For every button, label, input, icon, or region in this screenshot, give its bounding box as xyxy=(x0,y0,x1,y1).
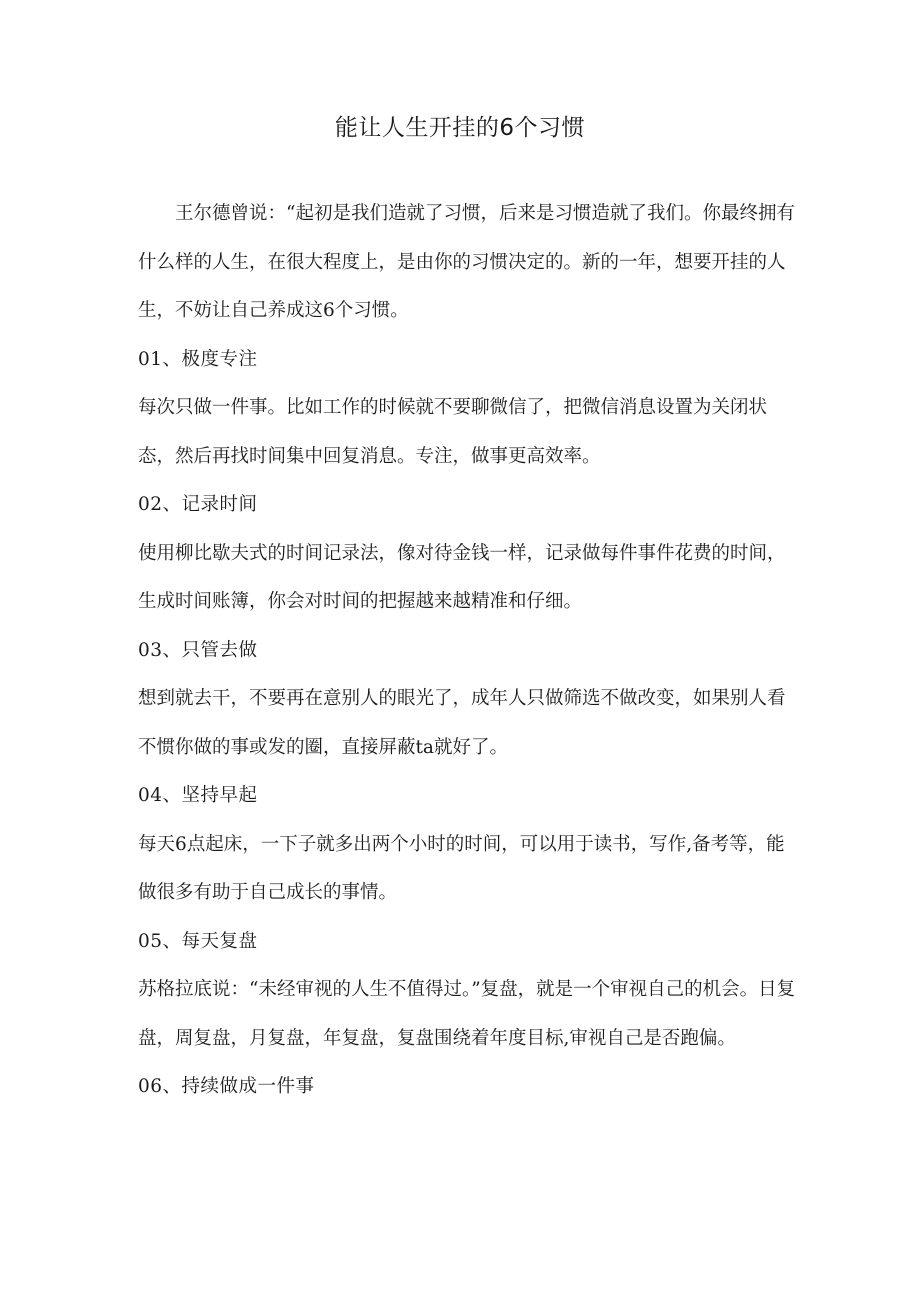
document-body xyxy=(138,190,798,1112)
section-text-04: 每天6点起床，一下子就多出两个小时的时间，可以用于读书，写作,备考等，能做很多有助于自己成长的事情。 xyxy=(138,833,785,903)
section-heading-04: 04、坚持早起 xyxy=(138,785,258,806)
section-text-01: 每次只做一件事。比如工作的时候就不要聊微信了，把微信消息设置为关闭状态，然后再找时间集中回复消息。专注，做事更高效率。 xyxy=(138,397,768,467)
section-text-05: 苏格拉底说：“未经审视的人生不值得过。”复盘，就是一个审视自己的机会。日复盘，周复盘，月复盘，年复盘，复盘围绕着年度目标,审视自己是否跑偏。 xyxy=(138,979,796,1049)
section-heading-06: 06、持续做成一件事 xyxy=(138,1076,315,1097)
section-heading-02: 02、记录时间 xyxy=(138,494,258,515)
document-title: 能让人生开挂的6个习惯 xyxy=(334,115,586,141)
section-heading-05: 05、每天复盘 xyxy=(138,930,258,952)
intro-paragraph: 王尔德曾说：“起初是我们造就了习惯，后来是习惯造就了我们。你最终拥有什么样的人生，在很大程度上，是由你的习惯决定的。新的一年，想要开挂的人生，不妨让自己养成这6个习惯。 xyxy=(138,203,795,321)
section-text-02: 使用柳比歇夫式的时间记录法，像对待金钱一样，记录做每件事件花费的时间，生成时间账簿，你会对时间的把握越来越精准和仔细。 xyxy=(138,542,786,612)
section-heading-01: 01、极度专注 xyxy=(138,348,258,370)
section-text-03: 想到就去干，不要再在意别人的眼光了，成年人只做筛选不做改变，如果别人看不惯你做的事或发的圈，直接屏蔽ta就好了。 xyxy=(138,688,786,758)
section-heading-03: 03、只管去做 xyxy=(138,639,258,661)
